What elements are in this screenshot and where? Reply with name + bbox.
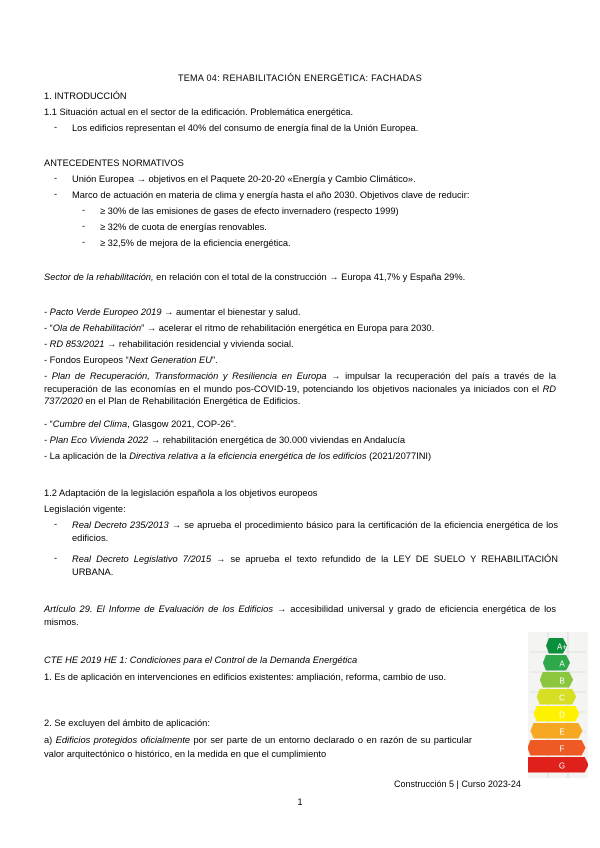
list-item-italic: Next Generation EU	[128, 355, 212, 365]
list-item-text: - “	[44, 419, 53, 429]
energy-class-bar-c	[537, 689, 577, 705]
energy-class-letter: F	[559, 744, 565, 754]
sub-bullet-dash: -	[82, 237, 86, 247]
energy-class-bar-b	[540, 672, 573, 688]
list-item-text: → impulsar la recuperación del país a través de la recuperación de las economías en el mundo pos-COVID-19, potenciando los objetivos nacionales ya iniciados con el	[44, 371, 556, 394]
legislacion-vigente-label: Legislación vigente:	[44, 504, 126, 514]
list-plan-eco-vivienda	[44, 434, 405, 446]
list-item-text: , Glasgow 2021, COP-26”.	[127, 419, 237, 429]
bullet-real-decreto	[72, 519, 558, 545]
sub-bullet-dash: -	[82, 205, 86, 215]
list-item-text: → aumentar el bienestar y salud.	[161, 307, 301, 317]
list-item-text: → rehabilitación residencial y vivienda social.	[104, 339, 294, 349]
list-item-text: - “	[44, 323, 53, 333]
sector-text: en relación con el total de la construcción → Europa 41,7% y España 29%.	[153, 272, 466, 282]
bullet-dash: -	[54, 122, 58, 132]
page-number: 1	[297, 797, 303, 807]
sub-bullet-emisiones: ≥ 30% de las emisiones de gases de efecto invernadero (respecto 1999)	[100, 206, 399, 216]
bullet-dash: -	[54, 173, 58, 183]
sub-bullet-eficiencia: ≥ 32,5% de mejora de la eficiencia energética.	[100, 238, 291, 248]
energy-efficiency-label-image	[528, 632, 588, 778]
list-item-text: ”.	[211, 355, 218, 365]
subsection-heading-1-1: 1.1 Situación actual en el sector de la edificación. Problemática energética.	[44, 107, 354, 117]
list-item-text: por ser parte de un entorno declarado o en razón de su particular valor arquitectónico o histórico, en la medida en que el cumplimiento	[44, 735, 472, 759]
list-item-text: a)	[44, 735, 56, 745]
list-item-italic: Directiva relativa a la eficiencia energética de los edificios	[129, 451, 367, 461]
section-heading-introduccion: 1. INTRODUCCIÓN	[44, 91, 127, 101]
list-rd-853	[44, 338, 294, 350]
bullet-consumo: Los edificios representan el 40% del consumo de energía final de la Unión Europea.	[72, 123, 419, 133]
bullet-dash: -	[54, 189, 58, 199]
list-item-text: ” → acelerar el ritmo de rehabilitación energética en Europa para 2030.	[141, 323, 435, 333]
cte-heading: CTE HE 2019 HE 1: Condiciones para el Control de la Demanda Energética	[44, 655, 358, 665]
energy-class-letter: D	[559, 710, 565, 720]
energy-class-letter: A+	[556, 642, 568, 652]
list-item-text: → rehabilitación energética de 30.000 viviendas en Andalucía	[148, 435, 406, 445]
list-item-italic: Edificios protegidos oficialmente	[55, 735, 191, 745]
energy-class-letter: E	[559, 727, 565, 737]
sub-bullet-renovables: ≥ 32% de cuota de energías renovables.	[100, 222, 267, 232]
bullet-marco: Marco de actuación en materia de clima y energía hasta el año 2030. Objetivos clave de reducir:	[72, 190, 470, 200]
cte-paragraph-1: 1. Es de aplicación en intervenciones en edificios existentes: ampliación, reforma, cambio de uso.	[44, 672, 447, 682]
bullet-paquete: Unión Europea → objetivos en el Paquete 20-20-20 «Energía y Cambio Climático».	[72, 174, 416, 184]
cte-paragraph-2: 2. Se excluyen del ámbito de aplicación:	[44, 718, 210, 728]
list-pacto-verde	[44, 306, 301, 318]
list-item-italic: Artículo 29. El Informe de Evaluación de los Edificios	[44, 604, 273, 614]
list-item-text: → se aprueba el procedimiento básico para la certificación de la eficiencia energética de los edificios.	[72, 520, 559, 543]
articulo-29-paragraph	[44, 603, 556, 629]
bullet-real-decreto-legislativo	[72, 553, 558, 579]
list-ola-rehabilitacion	[44, 322, 434, 334]
energy-class-letter: C	[559, 693, 565, 703]
energy-class-letter: A	[559, 659, 565, 669]
energy-class-bar-a	[543, 655, 570, 671]
list-item-text: (2021/2077INI)	[366, 451, 432, 461]
list-cumbre-clima	[44, 418, 236, 430]
list-item-text: en el Plan de Rehabilitación Energética de Edificios.	[82, 396, 301, 406]
list-item-italic: Real Decreto 235/2013	[72, 520, 169, 530]
list-item-text: → accesibilidad universal y grado de eficiencia energética de los mismos.	[44, 604, 556, 627]
energy-class-bar-f	[528, 740, 586, 756]
list-fondos-europeos	[44, 354, 218, 366]
sub-bullet-dash: -	[82, 221, 86, 231]
energy-class-letter: G	[558, 761, 566, 771]
list-item-text: - La aplicación de la	[44, 451, 130, 461]
bullet-dash: -	[54, 519, 58, 529]
sector-italic: Sector de la rehabilitación,	[44, 272, 154, 282]
list-item-italic: Ola de Rehabilitación	[52, 323, 142, 333]
list-item-italic: - Pacto Verde Europeo 2019	[44, 307, 162, 317]
footer-course: Construcción 5 | Curso 2023-24	[394, 779, 521, 789]
list-directiva	[44, 450, 431, 462]
label-background	[528, 632, 588, 778]
energy-class-bar-d	[534, 706, 580, 722]
cte-paragraph-3	[44, 733, 472, 761]
list-item-italic: - Plan de Recuperación, Transformación y Resiliencia en Europa	[44, 371, 327, 381]
list-item-text: → se aprueba el texto refundido de la LEY DE SUELO Y REHABILITACIÓN URBANA.	[72, 554, 558, 577]
list-item-italic: - RD 853/2021	[44, 339, 105, 349]
list-plan-recuperacion	[44, 370, 556, 408]
list-item-italic: Cumbre del Clima	[52, 419, 128, 429]
energy-class-bar-e	[531, 723, 583, 739]
document-title: TEMA 04: REHABILITACIÓN ENERGÉTICA: FACHADAS	[177, 73, 423, 83]
section-heading-antecedentes: ANTECEDENTES NORMATIVOS	[44, 158, 184, 168]
bullet-dash: -	[54, 553, 58, 563]
energy-class-letter: B	[559, 676, 565, 686]
list-item-italic: RD 737/2020	[44, 383, 556, 406]
list-item-italic: Real Decreto Legislativo 7/2015	[72, 554, 212, 564]
list-item-text: - Fondos Europeos “	[44, 355, 129, 365]
subsection-heading-1-2: 1.2 Adaptación de la legislación española a los objetivos europeos	[44, 488, 318, 498]
list-item-italic: - Plan Eco Vivienda 2022	[44, 435, 149, 445]
sector-paragraph	[44, 271, 465, 283]
